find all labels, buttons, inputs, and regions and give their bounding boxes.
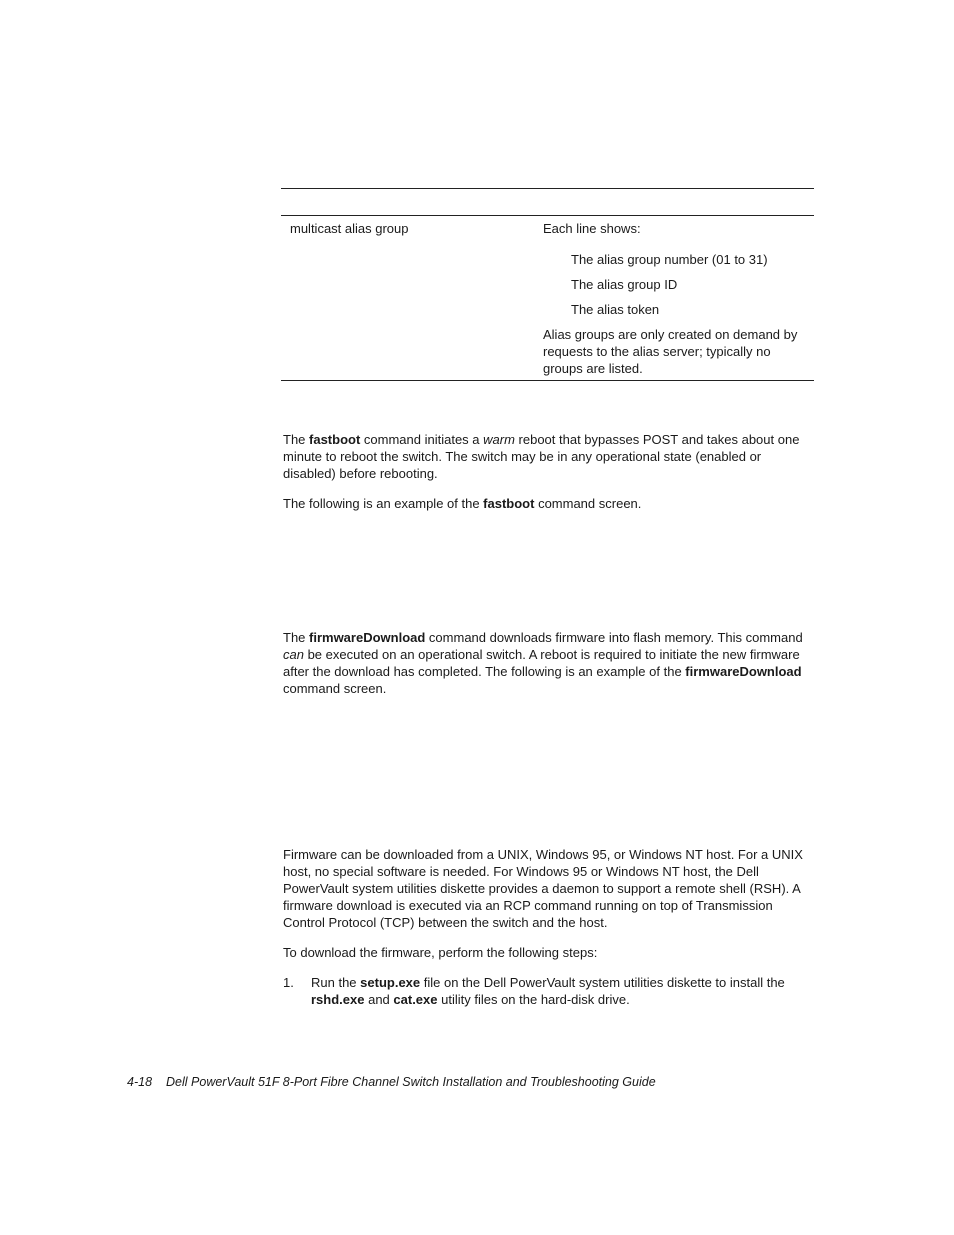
table-desc-intro: Each line shows: — [543, 221, 641, 236]
firmware-download-description: The firmwareDownload command downloads firmware into flash memory. This command can be executed on an operational switch. A reboot is required to initiate the new firmware after the download has completed. The following is an example of the firmwareDownload command screen. — [283, 630, 803, 696]
table-header-rule — [281, 215, 814, 216]
fastboot-description: The fastboot command initiates a warm reboot that bypasses POST and takes about one minute to reboot the switch. The switch may be in any operational state (enabled or disabled) before rebooting. — [283, 432, 800, 481]
table-bottom-rule — [281, 380, 814, 381]
table-desc-note: Alias groups are only created on demand by requests to the alias server; typically no groups are listed. — [543, 327, 798, 376]
page-footer — [127, 1074, 656, 1091]
table-desc-item: The alias group number (01 to 31) — [571, 252, 768, 267]
footer-title: Dell PowerVault 51F 8-Port Fibre Channel Switch Installation and Troubleshooting Guide — [166, 1075, 656, 1089]
firmware-hosts-paragraph: Firmware can be downloaded from a UNIX, Windows 95, or Windows NT host. For a UNIX host, no special software is needed. For Windows 95 or Windows NT host, the Dell PowerVault system utilities diskette provides a daemon to support a remote shell (RSH). A firmware download is executed via an RCP command running on top of Transmission Control Protocol (TCP) between the switch and the host. — [283, 847, 803, 930]
step-number: 1. — [283, 975, 294, 990]
step-text: Run the setup.exe file on the Dell PowerVault system utilities diskette to install the rshd.exe and cat.exe utility files on the hard-disk drive. — [311, 975, 785, 1007]
table-desc-item: The alias group ID — [571, 277, 678, 292]
table-top-rule — [281, 188, 814, 189]
table-desc-item: The alias token — [571, 302, 660, 317]
page-number: 4-18 — [127, 1075, 153, 1089]
fastboot-example-intro: The following is an example of the fastboot command screen. — [283, 496, 642, 511]
firmware-steps-intro: To download the firmware, perform the following steps: — [283, 945, 598, 960]
table-row-label: multicast alias group — [290, 221, 409, 236]
